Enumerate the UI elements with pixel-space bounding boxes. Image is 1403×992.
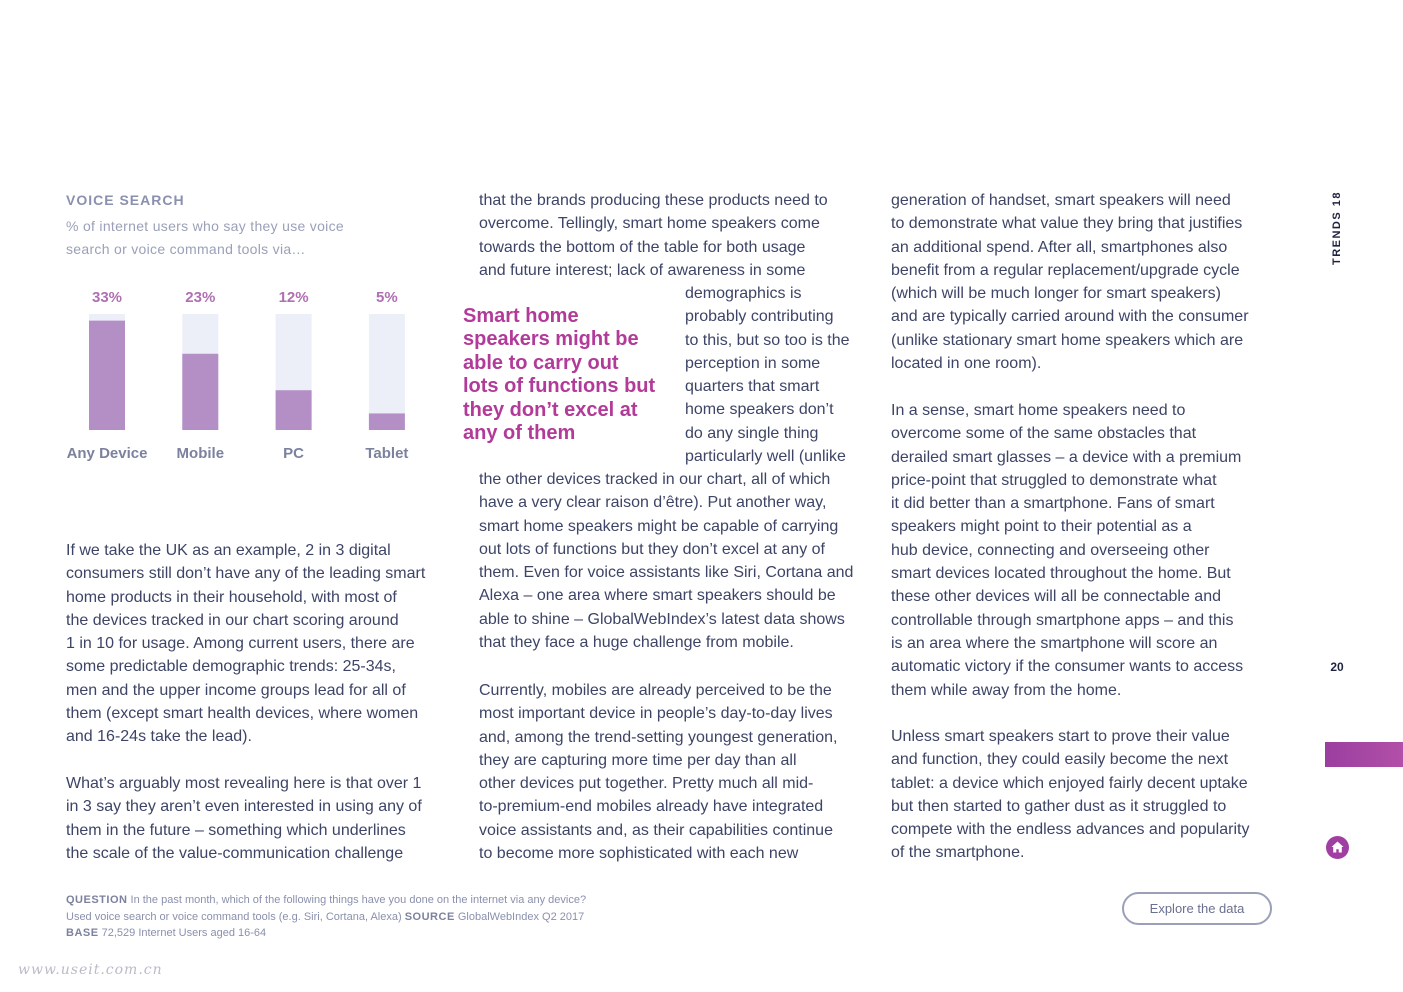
text-line: is an area where the smartphone will score an (891, 634, 1218, 652)
text-line: and, among the trend-setting youngest generation, (479, 728, 838, 746)
text-line: speakers might point to their potential as a (891, 518, 1192, 536)
watermark: www.useit.com.cn (18, 962, 163, 978)
text-line: smart home speakers might be capable of carrying (479, 517, 839, 535)
col3-paragraph-1 (891, 189, 1276, 375)
text-line: them in the future – something which underlines (66, 821, 406, 839)
text-line: men and the upper income groups lead for all of (66, 681, 406, 699)
text-line: and future interest; lack of awareness in some (479, 261, 806, 279)
text-line: able to carry out (463, 351, 619, 374)
question-text: In the past month, which of the following things have you done on the internet via any device? (130, 894, 587, 906)
text-line: quarters that smart (685, 378, 820, 396)
text-line: they don’t excel at (463, 398, 638, 421)
pull-quote (463, 305, 663, 445)
text-line: generation of handset, smart speakers will need (891, 192, 1231, 209)
question-label: QUESTION (66, 894, 128, 906)
text-line: Alexa – one area where smart speakers should be (479, 587, 836, 605)
text-line: them while away from the home. (891, 681, 1122, 699)
text-line: 1 in 10 for usage. Among current users, there are (66, 635, 415, 653)
text-line: home speakers don’t (685, 401, 834, 419)
base-text: 72,529 Internet Users aged 16-64 (101, 927, 267, 939)
bar-value-label: 33% (91, 289, 123, 306)
text-line: speakers might be (463, 328, 639, 351)
text-line: have a very clear raison d’être). Put another way, (479, 494, 827, 512)
source-label: SOURCE (404, 910, 455, 923)
bar-value-label: 5% (376, 289, 398, 306)
text-line: If we take the UK as an example, 2 in 3 digital (66, 542, 391, 559)
question-text-2: Used voice search or voice command tools (e.g. Siri, Cortana, Alexa) (66, 910, 402, 923)
bar-track (369, 314, 405, 430)
category-label: PC (283, 445, 305, 462)
text-line: the other devices tracked in our chart, all of which (479, 471, 831, 488)
col2-paragraph-top (479, 189, 864, 282)
col2-paragraph-bottom (479, 468, 864, 654)
text-line: the scale of the value-communication challenge (66, 844, 404, 862)
footnote (66, 892, 766, 942)
text-line: hub device, connecting and overseeing other (891, 541, 1210, 559)
category-label: Any Device (66, 445, 148, 462)
text-line: any of them (463, 422, 576, 445)
text-line: most important device in people’s day-to-day lives (479, 705, 833, 723)
text-line: lots of functions but (463, 375, 656, 398)
source-text: GlobalWebIndex Q2 2017 (457, 910, 585, 923)
text-line: compete with the endless advances and popularity (891, 821, 1250, 839)
text-line: demographics is (685, 285, 802, 302)
text-line: located in one room). (891, 355, 1042, 373)
text-line: (unlike stationary smart home speakers which are (891, 331, 1244, 349)
text-line: that they face a huge challenge from mobile. (479, 634, 794, 652)
col2-paragraph-2 (479, 679, 864, 865)
text-line: they are capturing more time per day than all (479, 751, 797, 769)
text-line: to this, but so too is the (685, 331, 850, 349)
text-line: some predictable demographic trends: 25-34s, (66, 658, 396, 676)
chart-subtitle: % of internet users who say they use voice search or voice command tools via… (66, 218, 344, 257)
section-label: TRENDS 18 (1331, 190, 1343, 266)
text-line: that the brands producing these products need to (479, 192, 828, 209)
text-line: Currently, mobiles are already perceived to be the (479, 682, 832, 699)
text-line: to-premium-end mobiles already have integrated (479, 798, 824, 816)
bar-pc (276, 390, 312, 430)
text-line: but then started to gather dust as it struggled to (891, 797, 1227, 815)
bar-mobile (182, 354, 218, 430)
text-line: do any single thing (685, 424, 819, 442)
col1-paragraph-2 (66, 772, 446, 865)
bar-value-label: 12% (278, 289, 309, 306)
text-line: towards the bottom of the table for both usage (479, 238, 806, 256)
col2-paragraph-side (685, 282, 865, 468)
col1-paragraph-1 (66, 539, 446, 749)
bar-value-label: 23% (185, 289, 216, 306)
text-line: (which will be much longer for smart speakers) (891, 285, 1221, 303)
text-line: What’s arguably most revealing here is that over 1 (66, 775, 422, 792)
text-line: the devices tracked in our chart scoring around (66, 611, 399, 629)
text-line: Smart home (463, 305, 579, 327)
text-line: particularly well (unlike (685, 448, 846, 466)
text-line: of the smartphone. (891, 844, 1025, 862)
text-line: In a sense, smart home speakers need to (891, 402, 1186, 419)
text-line: derailed smart glasses – a device with a premium (891, 448, 1242, 466)
text-line: other devices put together. Pretty much all mid- (479, 775, 814, 793)
text-line: benefit from a regular replacement/upgrade cycle (891, 261, 1240, 279)
text-line: and function, they could easily become the next (891, 751, 1229, 769)
explore-data-button[interactable]: Explore the data (1122, 892, 1272, 925)
text-line: Unless smart speakers start to prove their value (891, 728, 1230, 745)
text-line: overcome some of the same obstacles that (891, 425, 1197, 443)
text-line: consumers still don’t have any of the leading smart (66, 565, 426, 583)
col3-paragraph-2 (891, 399, 1276, 702)
text-line: out lots of functions but they don’t excel at any of (479, 540, 825, 558)
text-line: smart devices located throughout the home. But (891, 565, 1231, 583)
text-line: to become more sophisticated with each new (479, 845, 799, 863)
text-line: these other devices will all be connectable and (891, 588, 1221, 606)
text-line: overcome. Tellingly, smart home speakers come (479, 215, 820, 233)
text-line: an additional spend. After all, smartphones also (891, 238, 1228, 256)
col3-paragraph-3 (891, 725, 1276, 865)
text-line: in 3 say they aren’t even interested in using any of (66, 798, 422, 816)
text-line: voice assistants and, as their capabilities continue (479, 821, 833, 839)
base-label: BASE (66, 927, 99, 939)
category-label: Mobile (176, 445, 225, 462)
text-line: controllable through smartphone apps – and this (891, 611, 1234, 629)
text-line: price-point that struggled to demonstrate what (891, 471, 1217, 489)
bar-any-device (89, 321, 125, 430)
text-line: home products in their household, with most of (66, 588, 397, 606)
text-line: tablet: a device which enjoyed fairly decent uptake (891, 774, 1248, 792)
text-line: to demonstrate what value they bring that justifies (891, 215, 1243, 233)
text-line: them (except smart health devices, where women (66, 705, 419, 723)
section-tab[interactable] (1325, 742, 1403, 767)
text-line: automatic victory if the consumer wants to access (891, 658, 1244, 676)
text-line: and 16-24s take the lead). (66, 728, 252, 746)
text-line: perception in some (685, 354, 821, 372)
text-line: it did better than a smartphone. Fans of smart (891, 495, 1215, 513)
home-icon (1326, 836, 1349, 859)
text-line: able to shine – GlobalWebIndex’s latest data shows (479, 610, 845, 628)
text-line: and are typically carried around with the consumer (891, 308, 1249, 326)
text-line: them. Even for voice assistants like Siri, Cortana and (479, 564, 854, 582)
page-number: 20 (1330, 660, 1344, 674)
category-label: Tablet (365, 445, 409, 462)
text-line: probably contributing (685, 308, 834, 326)
voice-search-bar-chart (50, 280, 430, 470)
home-button[interactable] (1326, 836, 1349, 859)
bar-tablet (369, 413, 405, 430)
chart-title: VOICE SEARCH (66, 192, 185, 208)
